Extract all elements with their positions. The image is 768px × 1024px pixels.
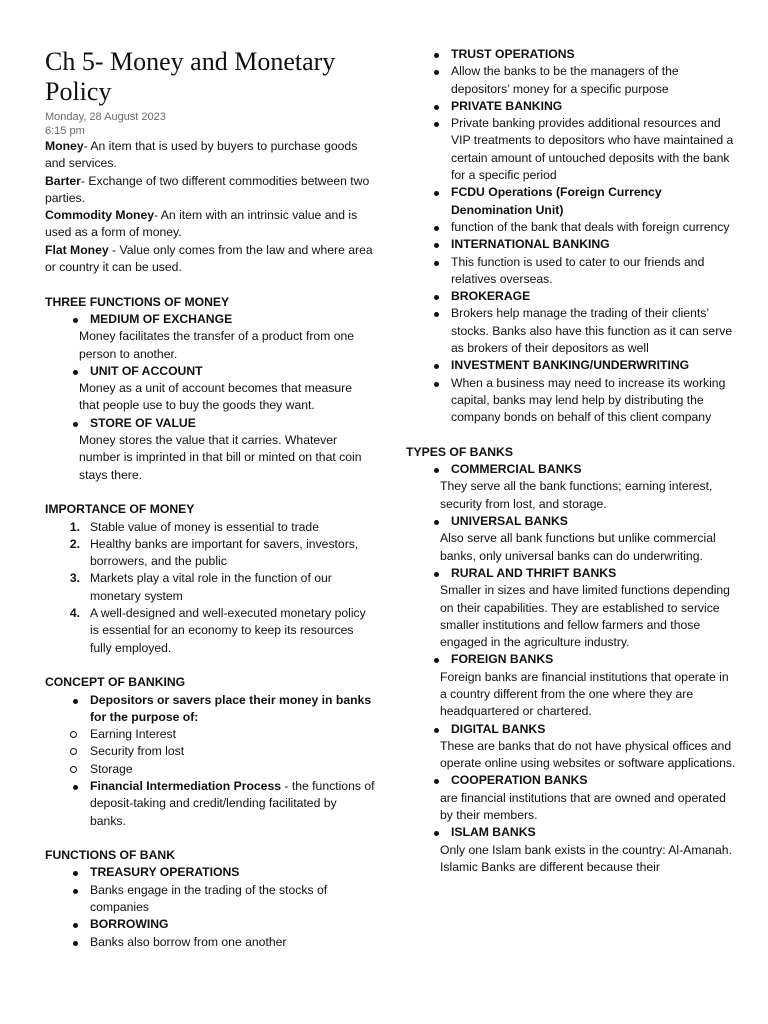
list-item bbox=[406, 63, 736, 98]
list-item-text: This function is used to cater to our friends and relatives overseas. bbox=[451, 254, 705, 286]
bullet-icon bbox=[73, 871, 78, 876]
left-column bbox=[45, 0, 375, 951]
list-number: 1. bbox=[69, 519, 81, 534]
bullet-icon bbox=[73, 370, 78, 375]
list-item-text: Banks also borrow from one another bbox=[90, 934, 287, 949]
list-item-text: Foreign banks are financial institutions that operate in a country different from the one where they are headquartered or chartered. bbox=[440, 669, 729, 719]
list-item bbox=[406, 375, 736, 427]
bullet-icon bbox=[434, 243, 439, 248]
bullet-icon bbox=[434, 122, 439, 127]
list-item bbox=[406, 461, 736, 478]
list-item bbox=[406, 236, 736, 253]
list-item-text: Also serve all bank functions but unlike commercial banks, only universal banks can do underwriting. bbox=[440, 531, 716, 563]
list-item bbox=[45, 916, 375, 933]
list-item-label: MEDIUM OF EXCHANGE bbox=[90, 311, 233, 326]
circle-bullet-icon bbox=[70, 766, 77, 773]
list-item-text: - the functions of deposit-taking and credit/lending facilitated by banks. bbox=[90, 778, 375, 828]
list-item-text: Smaller in sizes and have limited functions depending on their capabilities. They are established to service smaller institutions and fellow farmers and those engaged in the agriculture industry. bbox=[440, 583, 730, 650]
definition-flat-money bbox=[45, 242, 375, 277]
list-item-text: When a business may need to increase its working capital, banks may lend help by distributing the company bonds on behalf of this client company bbox=[451, 375, 726, 425]
list-item bbox=[45, 934, 375, 951]
bullet-icon bbox=[434, 520, 439, 525]
bullet-icon bbox=[434, 312, 439, 317]
list-item-text: Stable value of money is essential to trade bbox=[90, 519, 319, 534]
circle-bullet-icon bbox=[70, 748, 77, 755]
bullet-icon bbox=[434, 226, 439, 231]
definition-text: - An item that is used by buyers to purchase goods and services. bbox=[45, 139, 358, 171]
definition-text: - Exchange of two different commodities between two parties. bbox=[45, 173, 370, 205]
list-item-label: FOREIGN BANKS bbox=[451, 652, 554, 667]
bullet-icon bbox=[73, 699, 78, 704]
list-item bbox=[406, 288, 736, 305]
list-item bbox=[406, 115, 736, 184]
sub-list-item-text: Earning Interest bbox=[90, 727, 177, 742]
definition-commodity-money bbox=[45, 207, 375, 242]
list-item bbox=[45, 311, 375, 328]
list-item-text: Only one Islam bank exists in the country: Al-Amanah. Islamic Banks are different because their bbox=[440, 842, 732, 874]
sub-list-item bbox=[45, 726, 375, 743]
sub-list-item-text: Storage bbox=[90, 761, 133, 776]
list-item-text: A well-designed and well-executed monetary policy is essential for an economy to keep its resources fully employed. bbox=[90, 606, 366, 655]
note-time: 6:15 pm bbox=[45, 125, 85, 137]
list-item bbox=[406, 46, 736, 63]
list-item-text: Healthy banks are important for savers, investors, borrowers, and the public bbox=[90, 536, 359, 569]
numbered-item bbox=[45, 536, 375, 571]
page-title: Ch 5- Money and Monetary Policy bbox=[45, 47, 336, 106]
circle-bullet-icon bbox=[70, 731, 77, 738]
bullet-icon bbox=[434, 70, 439, 75]
bullet-icon bbox=[73, 923, 78, 928]
note-date: Monday, 28 August 2023 bbox=[45, 111, 166, 123]
bullet-icon bbox=[73, 785, 78, 790]
list-item-label: BROKERAGE bbox=[451, 289, 531, 304]
list-item bbox=[406, 184, 736, 219]
list-item bbox=[45, 692, 375, 727]
list-item bbox=[406, 721, 736, 738]
list-item-label: Depositors or savers place their money in banks for the purpose of: bbox=[90, 692, 372, 724]
numbered-item bbox=[45, 519, 375, 536]
list-item-label: RURAL AND THRIFT BANKS bbox=[451, 565, 617, 580]
list-number: 3. bbox=[69, 571, 81, 586]
list-item-label: Financial Intermediation Process bbox=[90, 778, 281, 793]
definition-money bbox=[45, 138, 375, 173]
bullet-icon bbox=[73, 318, 78, 323]
list-item-text: Banks engage in the trading of the stocks of companies bbox=[90, 882, 328, 915]
bullet-icon bbox=[434, 728, 439, 733]
bullet-icon bbox=[434, 658, 439, 663]
list-item-text: Money stores the value that it carries. Whatever number is imprinted in that bill or minted on that coin stays there. bbox=[79, 433, 362, 482]
definition-text: - An item with an intrinsic value and is used as a form of money. bbox=[45, 208, 358, 240]
definition-term: Barter bbox=[45, 173, 81, 188]
bullet-icon bbox=[434, 572, 439, 577]
list-item-label: UNIT OF ACCOUNT bbox=[90, 363, 203, 378]
list-item bbox=[45, 363, 375, 380]
list-item-text: Money facilitates the transfer of a product from one person to another. bbox=[79, 329, 355, 361]
bullet-icon bbox=[434, 295, 439, 300]
list-item-text: These are banks that do not have physical offices and operate online using websites or software applications. bbox=[440, 738, 736, 771]
list-item-text: They serve all the bank functions; earning interest, security from lost, and storage. bbox=[440, 479, 713, 511]
list-item-label: BORROWING bbox=[90, 917, 169, 932]
list-item-label: FCDU Operations (Foreign Currency Denomination Unit) bbox=[451, 185, 662, 217]
bullet-icon bbox=[73, 941, 78, 946]
list-item-text: Allow the banks to be the managers of the depositors’ money for a specific purpose bbox=[451, 64, 679, 96]
bullet-icon bbox=[434, 105, 439, 110]
sub-list-item-text: Security from lost bbox=[90, 744, 185, 759]
section-heading-concept: CONCEPT OF BANKING bbox=[45, 675, 186, 690]
list-item-label: DIGITAL BANKS bbox=[451, 721, 546, 736]
list-item-label: COMMERCIAL BANKS bbox=[451, 462, 582, 477]
list-item-label: INVESTMENT BANKING/UNDERWRITING bbox=[451, 358, 690, 373]
list-item-text: Money as a unit of account becomes that measure that people use to buy the goods they want. bbox=[79, 381, 353, 413]
list-item-text: Markets play a vital role in the function of our monetary system bbox=[90, 571, 332, 603]
list-item-text: are financial institutions that are owned and operated by their members. bbox=[440, 790, 726, 823]
sub-list-item bbox=[45, 761, 375, 778]
list-item bbox=[406, 651, 736, 668]
sub-list-item bbox=[45, 743, 375, 760]
list-item-label: UNIVERSAL BANKS bbox=[451, 514, 568, 529]
section-heading-three-functions: THREE FUNCTIONS OF MONEY bbox=[45, 294, 230, 309]
bullet-icon bbox=[434, 831, 439, 836]
section-heading-functions-of-bank: FUNCTIONS OF BANK bbox=[45, 848, 175, 863]
list-item bbox=[406, 305, 736, 357]
list-number: 2. bbox=[69, 536, 81, 551]
list-item-text: Brokers help manage the trading of their clients’ stocks. Banks also have this function as it can serve as brokers of their depositors as well bbox=[451, 306, 733, 356]
list-item bbox=[406, 219, 736, 236]
bullet-icon bbox=[434, 779, 439, 784]
bullet-icon bbox=[73, 889, 78, 894]
list-item bbox=[406, 772, 736, 789]
bullet-icon bbox=[434, 468, 439, 473]
list-item bbox=[406, 513, 736, 530]
list-item bbox=[406, 98, 736, 115]
right-column bbox=[406, 46, 736, 876]
list-item bbox=[406, 565, 736, 582]
list-item bbox=[45, 864, 375, 881]
section-heading-types-of-banks: TYPES OF BANKS bbox=[406, 444, 513, 459]
definition-term: Flat Money bbox=[45, 242, 109, 257]
list-item bbox=[45, 778, 375, 830]
bullet-icon bbox=[434, 53, 439, 58]
bullet-icon bbox=[73, 422, 78, 427]
list-item-label: COOPERATION BANKS bbox=[451, 773, 588, 788]
list-item-label: ISLAM BANKS bbox=[451, 825, 536, 840]
list-item-label: TRUST OPERATIONS bbox=[451, 47, 575, 61]
list-item-label: STORE OF VALUE bbox=[90, 415, 196, 430]
definition-barter bbox=[45, 173, 375, 208]
list-number: 4. bbox=[69, 606, 81, 621]
bullet-icon bbox=[434, 191, 439, 196]
definition-term: Commodity Money bbox=[45, 208, 155, 223]
list-item bbox=[45, 882, 375, 917]
list-item-text: function of the bank that deals with foreign currency bbox=[451, 219, 730, 234]
numbered-item bbox=[45, 570, 375, 605]
bullet-icon bbox=[434, 364, 439, 369]
bullet-icon bbox=[434, 382, 439, 387]
list-item bbox=[406, 824, 736, 841]
list-item-label: TREASURY OPERATIONS bbox=[90, 865, 240, 880]
list-item bbox=[45, 415, 375, 432]
definition-text: - Value only comes from the law and where area or country it can be used. bbox=[45, 242, 373, 275]
definition-term: Money bbox=[45, 139, 84, 153]
bullet-icon bbox=[434, 261, 439, 266]
list-item-label: PRIVATE BANKING bbox=[451, 98, 563, 113]
section-heading-importance: IMPORTANCE OF MONEY bbox=[45, 502, 195, 517]
definitions bbox=[45, 138, 375, 276]
list-item-text: Private banking provides additional resources and VIP treatments to depositors who have maintained a certain amount of untouched deposits with the bank for a specific period bbox=[451, 116, 734, 183]
list-item bbox=[406, 357, 736, 374]
numbered-item bbox=[45, 605, 375, 657]
list-item bbox=[406, 254, 736, 289]
list-item-label: INTERNATIONAL BANKING bbox=[451, 237, 610, 252]
